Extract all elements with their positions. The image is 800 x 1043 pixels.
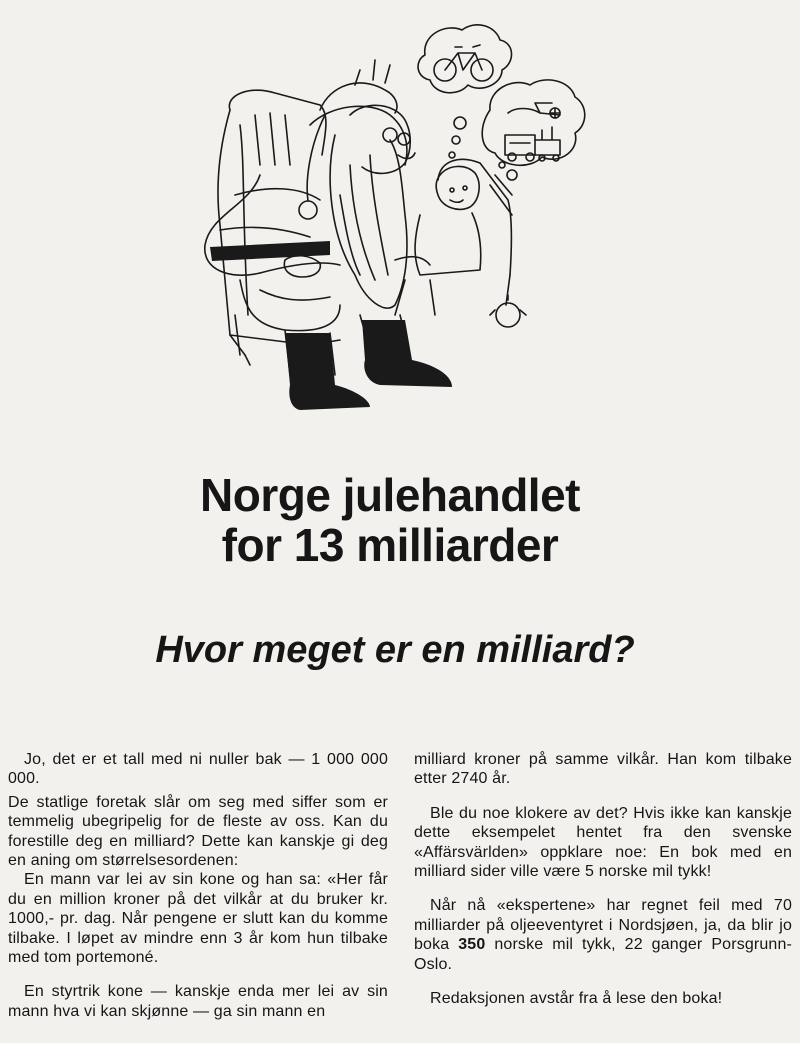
article-left-column xyxy=(8,750,388,1021)
toys-icon xyxy=(482,80,585,165)
paragraph-statlige: De statlige foretak slår om seg med siffer som er temmelig ubegripelig for de fleste av oss. Kan du forestille deg en milliard? Dette kan kanskje gi deg en aning om størrelsesordenen: xyxy=(8,793,388,870)
headline-line-2: for 13 milliarder xyxy=(221,519,559,571)
headline xyxy=(0,470,780,570)
paragraph-billion-story: En styrtrik kone — kanskje enda mer lei av sin mann hva vi kan skjønne — ga sin mann en xyxy=(8,983,388,1020)
santa-with-child-icon xyxy=(190,15,600,420)
paragraph-affarsvarlden: Ble du noe klokere av det? Hvis ikke kan kanskje dette eksempelet hentet fra den svenske «Affärsvärlden» oppklare noe: En bok med en milliard sider ville være 5 norske mil tykk! xyxy=(414,804,792,881)
paragraph-closing: Redaksjonen avstår fra å lese den boka! xyxy=(430,990,723,1008)
paragraph-intro: Jo, det er et tall med ni nuller bak — 1 000 000 000. xyxy=(8,751,388,788)
paragraph-continuation: milliard kroner på samme vilkår. Han kom tilbake etter 2740 år. xyxy=(414,751,792,788)
santa-illustration xyxy=(190,15,600,420)
paragraph-million-story: En mann var lei av sin kone og han sa: «Her får du en million kroner på det vilkår at du bruker kr. 1000,- pr. dag. Når pengene er slutt kan du komme tilbake. I løpet av mindre enn 3 år kom hun tilbake med tom portemoné. xyxy=(8,871,388,967)
subheadline: Hvor meget er en milliard? xyxy=(155,629,635,671)
paragraph-experts-text-2: norske mil tykk, 22 ganger Porsgrunn-Oslo. xyxy=(414,936,792,973)
article-right-column xyxy=(414,750,792,1008)
paragraph-experts-number: 350 xyxy=(458,936,486,954)
paragraph-experts xyxy=(414,896,792,974)
headline-line-1: Norge julehandlet xyxy=(200,469,580,521)
bicycle-icon xyxy=(418,25,511,93)
paragraph-experts-text-1: Når nå «ekspertene» har regnet feil med 70 milliarder på oljeeventyret i Nordsjøen, ja, da blir jo boka xyxy=(414,897,792,954)
